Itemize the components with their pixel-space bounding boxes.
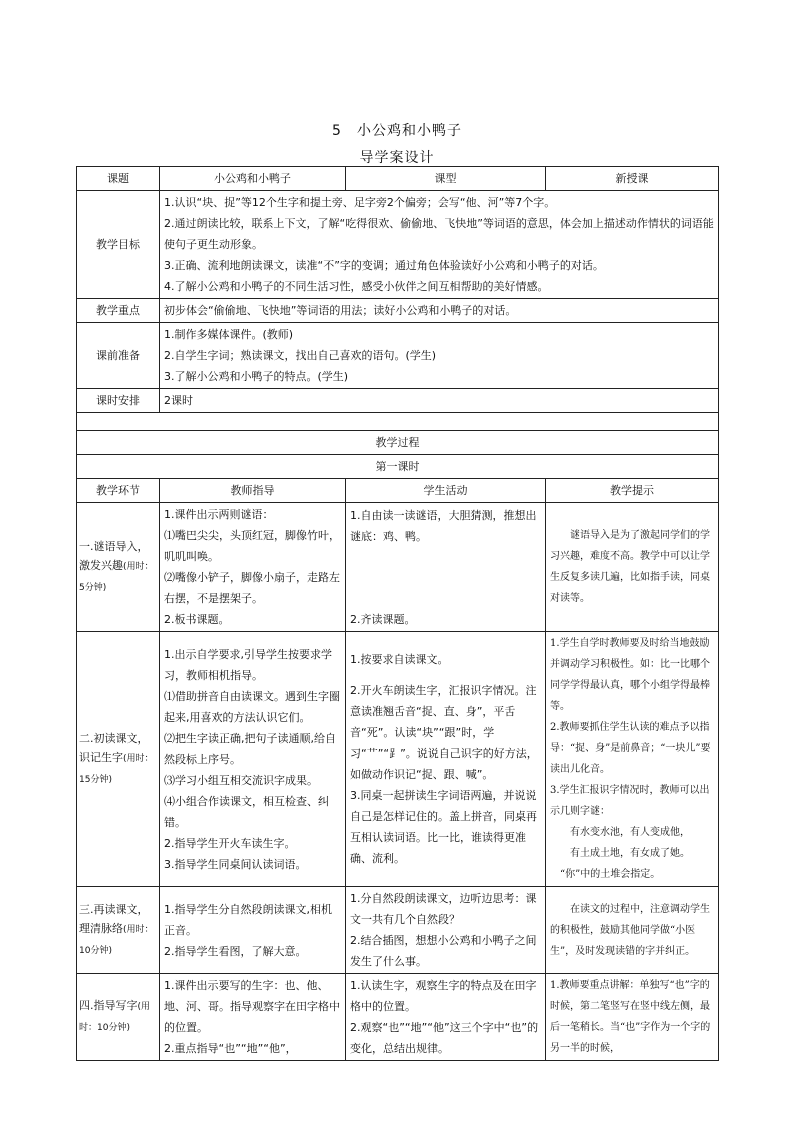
tip-item: 谜语导入是为了激起同学们的学习兴趣，难度不高。教学中可以让学生反复多读几遍，比如指手读，同桌对读等。 [550, 530, 710, 604]
student-item: 2.结合插图，想想小公鸡和小鸭子之间发生了什么事。 [350, 934, 537, 968]
stage-name [77, 887, 160, 974]
prep-label: 课前准备 [77, 323, 160, 389]
process-title: 教学过程 [77, 431, 719, 455]
student-item: 2.观察“也”“地”“他”这三个字中“也”的变化，总结出规律。 [350, 1021, 539, 1055]
teacher-item: 2.指导学生看图，了解大意。 [164, 944, 307, 958]
tip-item: 1.教师要重点讲解：单独写“也”字的时候，第二笔竖写在竖中线左侧，最后一笔稍长。当“也”字作为一个字的另一半的时候， [550, 980, 711, 1054]
time-label: 课时安排 [77, 389, 160, 413]
student-item: 3.同桌一起拼读生字词语两遍，并说说自己是怎样记住的。盖上拼音，同桌再互相认读词语。比一比，谁读得更准确、流利。 [350, 789, 537, 865]
goal-item: 2.通过朗读比较，联系上下文，了解“吃得很欢、偷偷地、飞快地”等词语的意思，体会加上描述动作情状的词语能使句子更生动形象。 [164, 217, 714, 251]
teacher-cell [160, 503, 346, 632]
teacher-item: ⑵嘴像小铲子，脚像小扇子，走路左右摆，不是摆架子。 [164, 571, 340, 605]
goals-cell [160, 191, 719, 299]
tip-item: “你”中的土堆会指定。 [560, 869, 661, 880]
goals-label: 教学目标 [77, 191, 160, 299]
stage-name [77, 632, 160, 887]
teacher-item: ⑵把生字读正确,把句子读通顺,给自然段标上序号。 [164, 731, 336, 766]
key-label: 教学重点 [77, 299, 160, 323]
student-item: 1.自由读一读谜语，大胆猜测，推想出谜底：鸡、鸭。 [350, 508, 537, 543]
stage-title: 一.谜语导入，激发兴趣 [79, 539, 149, 572]
lesson-plan-table [76, 166, 719, 1061]
tip-item: 3.学生汇报识字情况时，教师可以出示几则字谜： [550, 785, 710, 817]
tip-item: 在读文的过程中，注意调动学生的积极性，鼓励其他同学做“小医生”，及时发现读错的字并纠正。 [550, 903, 710, 957]
stage-name [77, 503, 160, 632]
teacher-item: 2.指导学生开火车读生字。 [164, 836, 296, 850]
prep-item: 2.自学生字词；熟读课文，找出自己喜欢的语句。(学生) [164, 349, 437, 362]
stage-title: 二.初读课文，识记生字 [79, 731, 149, 764]
teacher-cell [160, 887, 346, 974]
col-tips: 教学提示 [546, 479, 719, 503]
student-item: 2.开火车朗读生字，汇报识字情况。注意读准翘舌音“捉、直、身”，平舌音“死”。认读“块”“跟”时，学习“⺾”“⻊”。说说自己识字的好方法，如做动作识记“捉、跟、喊”。 [350, 684, 538, 781]
tip-item: 1.学生自学时教师要及时给当地鼓励并调动学习积极性。如：比一比哪个同学学得最认真，哪个小组学得最棒等。 [550, 638, 710, 712]
tips-cell [546, 974, 719, 1061]
teacher-item: 1.出示自学要求,引导学生按要求学习，教师相机指导。 [164, 647, 332, 682]
teacher-item: 2.重点指导“也”“地”“他”， [164, 1042, 297, 1055]
prep-item: 3.了解小公鸡和小鸭子的特点。(学生) [164, 370, 349, 383]
topic-label: 课题 [77, 167, 160, 191]
teacher-item: 3.指导学生同桌间认读词语。 [164, 857, 307, 871]
tip-item: 2.教师要抓住学生认读的难点予以指导：“捉、身”是前鼻音；“一块儿”要读出儿化音。 [550, 722, 711, 775]
stage-time: (用时：5分钟) [79, 561, 154, 593]
time-value: 2课时 [160, 389, 719, 413]
stage-title: 四.指导写字 [79, 999, 138, 1012]
teacher-item: 1.课件出示两则谜语： [164, 508, 274, 521]
col-stage: 教学环节 [77, 479, 160, 503]
tip-item: 有土成土地，有女成了她。 [570, 848, 690, 859]
student-cell [346, 887, 546, 974]
prep-item: 1.制作多媒体课件。(教师) [164, 328, 294, 341]
goal-item: 4.了解小公鸡和小鸭子的不同生活习性，感受小伙伴之间互相帮助的美好情感。 [164, 280, 549, 293]
student-cell [346, 503, 546, 632]
teacher-item: 2.板书课题。 [164, 613, 230, 626]
key-value: 初步体会“偷偷地、飞快地”等词语的用法；读好小公鸡和小鸭子的对话。 [160, 299, 719, 323]
col-student: 学生活动 [346, 479, 546, 503]
teacher-item: ⑶学习小组互相交流识字成果。 [164, 773, 318, 787]
tip-item: 有水变水池，有人变成他， [570, 827, 690, 838]
stage-name [77, 974, 160, 1061]
stage-time: (用时：10分钟) [79, 924, 154, 956]
teacher-item: ⑴嘴巴尖尖，头顶红冠，脚像竹叶，叽叽叫唤。 [164, 529, 340, 563]
type-value: 新授课 [546, 167, 719, 191]
student-item: 1.认读生字，观察生字的特点及在田字格中的位置。 [350, 979, 537, 1013]
prep-cell [160, 323, 719, 389]
tips-cell [546, 887, 719, 974]
student-item: 1.按要求自读课文。 [350, 653, 449, 666]
col-teacher: 教师指导 [160, 479, 346, 503]
tips-cell [546, 503, 719, 632]
lesson-session: 第一课时 [77, 455, 719, 479]
teacher-cell [160, 974, 346, 1061]
goal-item: 3.正确、流利地朗读课文，读准“不”字的变调；通过角色体验读好小公鸡和小鸭子的对话。 [164, 259, 604, 272]
lesson-title: 5 小公鸡和小鸭子 [332, 123, 462, 139]
teacher-item: ⑴借助拼音自由读课文。遇到生字圈起来,用喜欢的方法认识它们。 [164, 689, 340, 724]
stage-time: (用时：15分钟) [79, 753, 154, 785]
student-item: 1.分自然段朗读课文，边听边思考：课文一共有几个自然段？ [350, 892, 537, 926]
teacher-item: 1.课件出示要写的生字：也、他、地、河、哥。指导观察字在田字格中的位置。 [164, 979, 340, 1034]
student-cell [346, 632, 546, 887]
teacher-item: 1.指导学生分自然段朗读课文,相机正音。 [164, 902, 332, 937]
stage-time: (用时：10分钟) [79, 1002, 151, 1033]
type-label: 课型 [346, 167, 546, 191]
tips-cell [546, 632, 719, 887]
teacher-cell [160, 632, 346, 887]
goal-item: 1.认识“块、捉”等12个生字和提土旁、足字旁2个偏旁；会写“他、河”等7个字。 [164, 196, 556, 209]
topic-value: 小公鸡和小鸭子 [160, 167, 346, 191]
student-item: 2.齐读课题。 [350, 612, 416, 626]
teacher-item: ⑷小组合作读课文，相互检查、纠错。 [164, 794, 329, 829]
stage-title: 三.再读课文，理清脉络 [79, 902, 149, 935]
student-cell [346, 974, 546, 1061]
lesson-subtitle: 导学案设计 [359, 150, 435, 166]
